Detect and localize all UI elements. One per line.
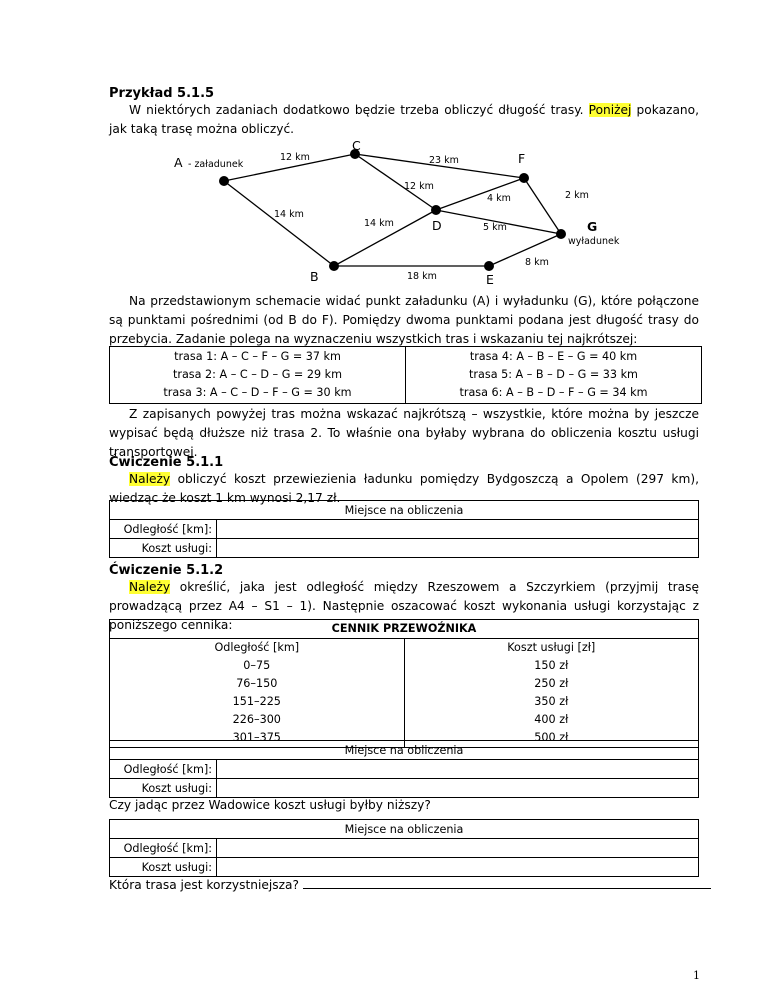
price-range: 226–300 xyxy=(232,713,281,726)
price-range: 0–75 xyxy=(243,659,271,672)
edge-label-eg: 8 km xyxy=(525,257,549,268)
intro-paragraph xyxy=(109,101,699,139)
calc-box-header: Miejsce na obliczenia xyxy=(110,501,699,520)
edge-label-fg: 2 km xyxy=(565,190,589,201)
exercise-2-body: określić, jaka jest odległość między Rzeszowem a Szczyrkiem (przyjmij trasę prowadzącą przez A4 – S1 – 1). Następnie oszacować koszt wykonania usługi korzystając z poniższego cennika: xyxy=(109,580,699,632)
label-node-g-note: wyładunek xyxy=(568,236,620,247)
edge-label-cd: 12 km xyxy=(404,181,434,192)
exercise-1-body: obliczyć koszt przewiezienia ładunku pomiędzy Bydgoszczą a Opolem (297 km), wiedząc że koszt 1 km wynosi 2,17 zł. xyxy=(109,472,699,505)
description-paragraph xyxy=(109,292,699,349)
label-node-d: D xyxy=(432,218,442,233)
distance-label: Odległość [km]: xyxy=(110,520,217,539)
node-f xyxy=(519,173,529,183)
question-wadowice: Czy jadąc przez Wadowice koszt usługi byłby niższy? xyxy=(109,798,431,812)
distance-answer-field[interactable] xyxy=(217,760,699,779)
edge-label-dg: 5 km xyxy=(483,222,507,233)
route-item: trasa 6: A – B – D – F – G = 34 km xyxy=(459,386,648,399)
price-list-table xyxy=(109,619,699,748)
edge-label-ac: 12 km xyxy=(280,152,310,163)
routes-table xyxy=(109,346,702,404)
node-d xyxy=(431,205,441,215)
calc-box-2 xyxy=(109,740,699,798)
price-value: 350 zł xyxy=(534,695,569,708)
calc-box-3 xyxy=(109,819,699,877)
price-range: 151–225 xyxy=(232,695,281,708)
exercise-1-highlight: Należy xyxy=(129,472,171,486)
price-col-header: Koszt usługi [zł] xyxy=(507,641,596,654)
label-node-b: B xyxy=(310,269,319,284)
routes-cell-right xyxy=(406,347,702,404)
price-value: 250 zł xyxy=(534,677,569,690)
exercise-1-title: Ćwiczenie 5.1.1 xyxy=(109,455,224,470)
label-node-a-note: - załadunek xyxy=(188,159,244,170)
cost-answer-field[interactable] xyxy=(217,539,699,558)
price-list-distance-column xyxy=(110,639,405,748)
exercise-2-title: Ćwiczenie 5.1.2 xyxy=(109,563,224,578)
price-range: 76–150 xyxy=(236,677,278,690)
route-item: trasa 4: A – B – E – G = 40 km xyxy=(469,350,638,363)
edge-label-cf: 23 km xyxy=(429,155,459,166)
price-value: 400 zł xyxy=(534,713,569,726)
distance-answer-field[interactable] xyxy=(217,839,699,858)
label-node-c: C xyxy=(352,138,361,153)
label-node-f: F xyxy=(518,151,526,166)
calc-box-header: Miejsce na obliczenia xyxy=(110,741,699,760)
label-node-g: G xyxy=(587,219,598,234)
answer-line-field[interactable] xyxy=(303,874,711,889)
cost-label: Koszt usługi: xyxy=(110,858,217,877)
price-list-cost-column xyxy=(404,639,698,748)
conclusion-paragraph xyxy=(109,405,699,462)
distance-label: Odległość [km]: xyxy=(110,839,217,858)
cost-answer-field[interactable] xyxy=(217,779,699,798)
price-range: 301–375 xyxy=(232,731,281,744)
price-col-header: Odległość [km] xyxy=(214,641,300,654)
calc-box-header: Miejsce na obliczenia xyxy=(110,820,699,839)
description-text: Na przedstawionym schemacie widać punkt załadunku (A) i wyładunku (G), które połączone są punktami pośrednimi (od B do F). Pomiędzy dwoma punktami podana jest długość trasy do przebycia. Zadanie polega na wyznaczeniu wszystkich tras i wskazaniu tej najkrótszej: xyxy=(109,294,699,346)
intro-text-before: W niektórych zadaniach dodatkowo będzie trzeba obliczyć długość trasy. xyxy=(129,103,589,117)
node-a xyxy=(219,176,229,186)
route-item: trasa 1: A – C – F – G = 37 km xyxy=(174,350,341,363)
price-list-title: CENNIK PRZEWOŹNIKA xyxy=(110,620,699,639)
route-item: trasa 5: A – B – D – G = 33 km xyxy=(469,368,638,381)
calc-box-1 xyxy=(109,500,699,558)
edge-label-bd: 14 km xyxy=(364,218,394,229)
conclusion-text: Z zapisanych powyżej tras można wskazać najkrótszą – wszystkie, które można by jeszcze wypisać będą dłuższe niż trasa 2. To właśnie ona byłaby wybrana do obliczenia kosztu usługi transportowej. xyxy=(109,407,699,459)
question-better-route xyxy=(109,874,711,895)
node-e xyxy=(484,261,494,271)
route-graph xyxy=(150,138,620,288)
distance-answer-field[interactable] xyxy=(217,520,699,539)
edge-label-be: 18 km xyxy=(407,271,437,282)
cost-label: Koszt usługi: xyxy=(110,779,217,798)
route-item: trasa 2: A – C – D – G = 29 km xyxy=(172,368,343,381)
edge-label-fd: 4 km xyxy=(487,193,511,204)
page-number: 1 xyxy=(693,969,700,982)
price-value: 150 zł xyxy=(534,659,569,672)
routes-cell-left xyxy=(110,347,406,404)
section-title: Przykład 5.1.5 xyxy=(109,86,215,101)
node-g xyxy=(556,229,566,239)
edge-label-ab: 14 km xyxy=(274,209,304,220)
intro-text-after: pokazano, jak taką trasę można obliczyć. xyxy=(109,103,699,136)
label-node-e: E xyxy=(486,272,494,287)
exercise-2-highlight: Należy xyxy=(129,580,171,594)
intro-highlight: Poniżej xyxy=(588,103,632,117)
price-value: 500 zł xyxy=(534,731,569,744)
node-b xyxy=(329,261,339,271)
label-node-a: A xyxy=(174,155,183,170)
cost-label: Koszt usługi: xyxy=(110,539,217,558)
question-better-route-text: Która trasa jest korzystniejsza? xyxy=(109,878,299,892)
distance-label: Odległość [km]: xyxy=(110,760,217,779)
route-item: trasa 3: A – C – D – F – G = 30 km xyxy=(163,386,352,399)
